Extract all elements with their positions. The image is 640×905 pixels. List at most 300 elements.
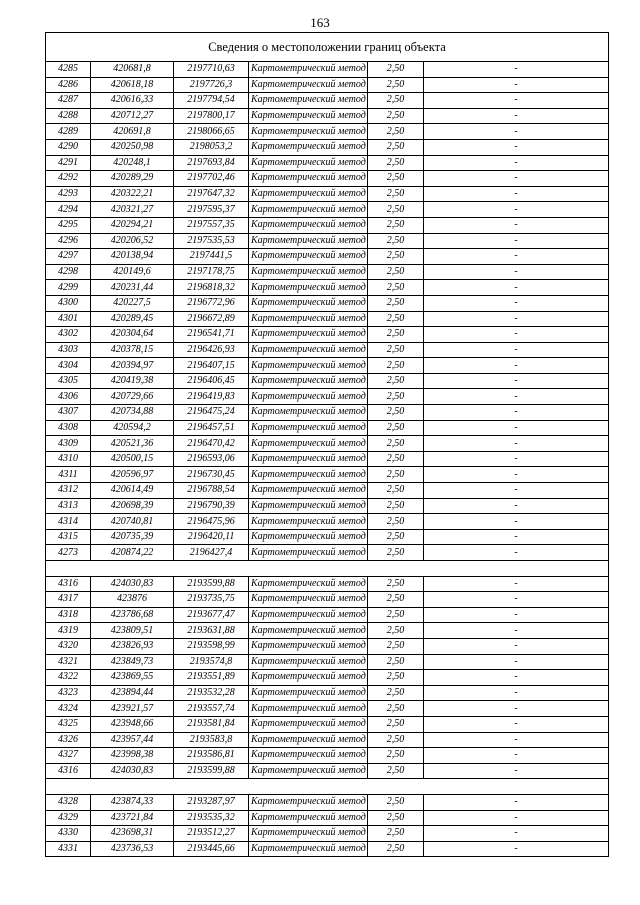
empty-cell: [46, 561, 609, 577]
point-number-cell: 4316: [46, 576, 91, 592]
point-number-cell: 4326: [46, 732, 91, 748]
table-row: [46, 514, 609, 530]
method-cell: Картометрический метод: [249, 217, 368, 233]
table-row: [46, 623, 609, 639]
y-coordinate-cell: 2196730,45: [174, 467, 249, 483]
point-number-cell: 4287: [46, 93, 91, 109]
x-coordinate-cell: 420227,5: [91, 295, 174, 311]
method-cell: Картометрический метод: [249, 592, 368, 608]
table-row: [46, 498, 609, 514]
note-cell: -: [424, 794, 609, 810]
note-cell: -: [424, 545, 609, 561]
note-cell: -: [424, 280, 609, 296]
x-coordinate-cell: 420734,88: [91, 405, 174, 421]
note-cell: -: [424, 171, 609, 187]
method-cell: Картометрический метод: [249, 77, 368, 93]
y-coordinate-cell: 2193677,47: [174, 607, 249, 623]
method-cell: Картометрический метод: [249, 202, 368, 218]
accuracy-cell: 2,50: [368, 264, 424, 280]
method-cell: Картометрический метод: [249, 467, 368, 483]
table-row: [46, 748, 609, 764]
table-row: [46, 327, 609, 343]
x-coordinate-cell: 423957,44: [91, 732, 174, 748]
point-number-cell: 4297: [46, 249, 91, 265]
y-coordinate-cell: 2193581,84: [174, 716, 249, 732]
table-row: [46, 451, 609, 467]
point-number-cell: 4318: [46, 607, 91, 623]
table-row: [46, 108, 609, 124]
method-cell: Картометрический метод: [249, 295, 368, 311]
note-cell: -: [424, 342, 609, 358]
x-coordinate-cell: 420594,2: [91, 420, 174, 436]
y-coordinate-cell: 2193287,97: [174, 794, 249, 810]
y-coordinate-cell: 2193599,88: [174, 576, 249, 592]
y-coordinate-cell: 2197647,32: [174, 186, 249, 202]
note-cell: -: [424, 826, 609, 842]
accuracy-cell: 2,50: [368, 716, 424, 732]
note-cell: -: [424, 483, 609, 499]
method-cell: Картометрический метод: [249, 732, 368, 748]
x-coordinate-cell: 420521,36: [91, 436, 174, 452]
note-cell: -: [424, 529, 609, 545]
x-coordinate-cell: 420289,29: [91, 171, 174, 187]
x-coordinate-cell: 423948,66: [91, 716, 174, 732]
table-row: [46, 826, 609, 842]
table-row: [46, 124, 609, 140]
accuracy-cell: 2,50: [368, 217, 424, 233]
y-coordinate-cell: 2196672,89: [174, 311, 249, 327]
x-coordinate-cell: 423826,93: [91, 638, 174, 654]
x-coordinate-cell: 423998,38: [91, 748, 174, 764]
method-cell: Картометрический метод: [249, 62, 368, 78]
method-cell: Картометрический метод: [249, 498, 368, 514]
page-number: 163: [310, 15, 330, 30]
method-cell: Картометрический метод: [249, 373, 368, 389]
method-cell: Картометрический метод: [249, 249, 368, 265]
accuracy-cell: 2,50: [368, 93, 424, 109]
table-row: [46, 311, 609, 327]
method-cell: Картометрический метод: [249, 358, 368, 374]
point-number-cell: 4321: [46, 654, 91, 670]
y-coordinate-cell: 2193445,66: [174, 841, 249, 857]
note-cell: -: [424, 202, 609, 218]
note-cell: -: [424, 732, 609, 748]
x-coordinate-cell: 423809,51: [91, 623, 174, 639]
accuracy-cell: 2,50: [368, 436, 424, 452]
table-row: [46, 155, 609, 171]
y-coordinate-cell: 2197178,75: [174, 264, 249, 280]
note-cell: -: [424, 841, 609, 857]
table-row: [46, 171, 609, 187]
x-coordinate-cell: 420874,22: [91, 545, 174, 561]
method-cell: Картометрический метод: [249, 124, 368, 140]
y-coordinate-cell: 2197702,46: [174, 171, 249, 187]
method-cell: Картометрический метод: [249, 826, 368, 842]
accuracy-cell: 2,50: [368, 498, 424, 514]
table-row: [46, 841, 609, 857]
point-number-cell: 4289: [46, 124, 91, 140]
point-number-cell: 4331: [46, 841, 91, 857]
accuracy-cell: 2,50: [368, 233, 424, 249]
y-coordinate-cell: 2196419,83: [174, 389, 249, 405]
table-row: [46, 794, 609, 810]
method-cell: Картометрический метод: [249, 420, 368, 436]
y-coordinate-cell: 2196475,96: [174, 514, 249, 530]
y-coordinate-cell: 2196475,24: [174, 405, 249, 421]
note-cell: -: [424, 748, 609, 764]
accuracy-cell: 2,50: [368, 623, 424, 639]
accuracy-cell: 2,50: [368, 670, 424, 686]
point-number-cell: 4285: [46, 62, 91, 78]
x-coordinate-cell: 420740,81: [91, 514, 174, 530]
table-row: [46, 670, 609, 686]
point-number-cell: 4302: [46, 327, 91, 343]
point-number-cell: 4309: [46, 436, 91, 452]
y-coordinate-cell: 2196427,4: [174, 545, 249, 561]
accuracy-cell: 2,50: [368, 373, 424, 389]
note-cell: -: [424, 498, 609, 514]
y-coordinate-cell: 2196541,71: [174, 327, 249, 343]
x-coordinate-cell: 420250,98: [91, 139, 174, 155]
y-coordinate-cell: 2196457,51: [174, 420, 249, 436]
y-coordinate-cell: 2193574,8: [174, 654, 249, 670]
method-cell: Картометрический метод: [249, 810, 368, 826]
point-number-cell: 4324: [46, 701, 91, 717]
method-cell: Картометрический метод: [249, 576, 368, 592]
note-cell: -: [424, 763, 609, 779]
point-number-cell: 4299: [46, 280, 91, 296]
table-row: [46, 654, 609, 670]
point-number-cell: 4327: [46, 748, 91, 764]
table-title: [46, 33, 609, 62]
y-coordinate-cell: 2193735,75: [174, 592, 249, 608]
x-coordinate-cell: 423849,73: [91, 654, 174, 670]
method-cell: Картометрический метод: [249, 436, 368, 452]
accuracy-cell: 2,50: [368, 171, 424, 187]
method-cell: Картометрический метод: [249, 171, 368, 187]
accuracy-cell: 2,50: [368, 576, 424, 592]
table-row: [46, 62, 609, 78]
point-number-cell: 4313: [46, 498, 91, 514]
point-number-cell: 4290: [46, 139, 91, 155]
y-coordinate-cell: 2196593,06: [174, 451, 249, 467]
y-coordinate-cell: 2193583,8: [174, 732, 249, 748]
table-row: [46, 217, 609, 233]
table-row: [46, 373, 609, 389]
note-cell: -: [424, 389, 609, 405]
point-number-cell: 4307: [46, 405, 91, 421]
note-cell: -: [424, 685, 609, 701]
empty-cell: [46, 779, 609, 795]
accuracy-cell: 2,50: [368, 654, 424, 670]
y-coordinate-cell: 2198066,65: [174, 124, 249, 140]
method-cell: Картометрический метод: [249, 654, 368, 670]
note-cell: -: [424, 311, 609, 327]
x-coordinate-cell: 420138,94: [91, 249, 174, 265]
note-cell: -: [424, 592, 609, 608]
point-number-cell: 4293: [46, 186, 91, 202]
table-row: [46, 77, 609, 93]
x-coordinate-cell: 420231,44: [91, 280, 174, 296]
y-coordinate-cell: 2193535,32: [174, 810, 249, 826]
y-coordinate-cell: 2197557,35: [174, 217, 249, 233]
x-coordinate-cell: 420322,21: [91, 186, 174, 202]
y-coordinate-cell: 2193599,88: [174, 763, 249, 779]
note-cell: -: [424, 217, 609, 233]
x-coordinate-cell: 420729,66: [91, 389, 174, 405]
point-number-cell: 4305: [46, 373, 91, 389]
x-coordinate-cell: 423721,84: [91, 810, 174, 826]
accuracy-cell: 2,50: [368, 155, 424, 171]
method-cell: Картометрический метод: [249, 794, 368, 810]
note-cell: -: [424, 108, 609, 124]
method-cell: Картометрический метод: [249, 108, 368, 124]
point-number-cell: 4320: [46, 638, 91, 654]
y-coordinate-cell: 2193512,27: [174, 826, 249, 842]
table-row: [46, 716, 609, 732]
point-number-cell: 4295: [46, 217, 91, 233]
y-coordinate-cell: 2193557,74: [174, 701, 249, 717]
method-cell: Картометрический метод: [249, 514, 368, 530]
point-number-cell: 4319: [46, 623, 91, 639]
y-coordinate-cell: 2196420,11: [174, 529, 249, 545]
x-coordinate-cell: 420691,8: [91, 124, 174, 140]
accuracy-cell: 2,50: [368, 514, 424, 530]
accuracy-cell: 2,50: [368, 607, 424, 623]
table-row: [46, 280, 609, 296]
accuracy-cell: 2,50: [368, 77, 424, 93]
accuracy-cell: 2,50: [368, 311, 424, 327]
accuracy-cell: 2,50: [368, 202, 424, 218]
table-row: [46, 701, 609, 717]
method-cell: Картометрический метод: [249, 186, 368, 202]
table-row: [46, 186, 609, 202]
point-number-cell: 4329: [46, 810, 91, 826]
point-number-cell: 4325: [46, 716, 91, 732]
table-row: [46, 405, 609, 421]
accuracy-cell: 2,50: [368, 139, 424, 155]
point-number-cell: 4273: [46, 545, 91, 561]
y-coordinate-cell: 2197800,17: [174, 108, 249, 124]
point-number-cell: 4315: [46, 529, 91, 545]
method-cell: Картометрический метод: [249, 342, 368, 358]
y-coordinate-cell: 2196406,45: [174, 373, 249, 389]
point-number-cell: 4330: [46, 826, 91, 842]
note-cell: -: [424, 436, 609, 452]
y-coordinate-cell: 2193532,28: [174, 685, 249, 701]
method-cell: Картометрический метод: [249, 701, 368, 717]
y-coordinate-cell: 2197441,5: [174, 249, 249, 265]
y-coordinate-cell: 2197693,84: [174, 155, 249, 171]
x-coordinate-cell: 423921,57: [91, 701, 174, 717]
accuracy-cell: 2,50: [368, 342, 424, 358]
x-coordinate-cell: 420294,21: [91, 217, 174, 233]
method-cell: Картометрический метод: [249, 529, 368, 545]
accuracy-cell: 2,50: [368, 685, 424, 701]
note-cell: -: [424, 405, 609, 421]
point-number-cell: 4308: [46, 420, 91, 436]
point-number-cell: 4294: [46, 202, 91, 218]
note-cell: -: [424, 716, 609, 732]
y-coordinate-cell: 2197794,54: [174, 93, 249, 109]
method-cell: Картометрический метод: [249, 233, 368, 249]
point-number-cell: 4303: [46, 342, 91, 358]
table-row: [46, 93, 609, 109]
note-cell: -: [424, 810, 609, 826]
note-cell: -: [424, 249, 609, 265]
method-cell: Картометрический метод: [249, 748, 368, 764]
table-row: [46, 295, 609, 311]
method-cell: Картометрический метод: [249, 93, 368, 109]
note-cell: -: [424, 514, 609, 530]
method-cell: Картометрический метод: [249, 607, 368, 623]
x-coordinate-cell: 423736,53: [91, 841, 174, 857]
y-coordinate-cell: 2197726,3: [174, 77, 249, 93]
point-number-cell: 4292: [46, 171, 91, 187]
accuracy-cell: 2,50: [368, 592, 424, 608]
accuracy-cell: 2,50: [368, 467, 424, 483]
table-title-row: [46, 33, 609, 62]
table-row: [46, 576, 609, 592]
table-row: [46, 529, 609, 545]
table-row: [46, 202, 609, 218]
note-cell: -: [424, 62, 609, 78]
table-row: [46, 638, 609, 654]
y-coordinate-cell: 2196818,32: [174, 280, 249, 296]
table-row: [46, 607, 609, 623]
y-coordinate-cell: 2196788,54: [174, 483, 249, 499]
note-cell: -: [424, 638, 609, 654]
x-coordinate-cell: 423698,31: [91, 826, 174, 842]
note-cell: -: [424, 124, 609, 140]
x-coordinate-cell: 420394,97: [91, 358, 174, 374]
note-cell: -: [424, 233, 609, 249]
x-coordinate-cell: 420304,64: [91, 327, 174, 343]
y-coordinate-cell: 2196407,15: [174, 358, 249, 374]
note-cell: -: [424, 186, 609, 202]
table-row: [46, 810, 609, 826]
method-cell: Картометрический метод: [249, 841, 368, 857]
point-number-cell: 4311: [46, 467, 91, 483]
point-number-cell: 4301: [46, 311, 91, 327]
x-coordinate-cell: 420149,6: [91, 264, 174, 280]
accuracy-cell: 2,50: [368, 483, 424, 499]
accuracy-cell: 2,50: [368, 701, 424, 717]
y-coordinate-cell: 2197595,37: [174, 202, 249, 218]
x-coordinate-cell: 423869,55: [91, 670, 174, 686]
note-cell: -: [424, 670, 609, 686]
y-coordinate-cell: 2196470,42: [174, 436, 249, 452]
note-cell: -: [424, 607, 609, 623]
point-number-cell: 4314: [46, 514, 91, 530]
accuracy-cell: 2,50: [368, 295, 424, 311]
method-cell: Картометрический метод: [249, 685, 368, 701]
accuracy-cell: 2,50: [368, 420, 424, 436]
accuracy-cell: 2,50: [368, 186, 424, 202]
table-row: [46, 420, 609, 436]
table-row: [46, 592, 609, 608]
y-coordinate-cell: 2196790,39: [174, 498, 249, 514]
note-cell: -: [424, 139, 609, 155]
method-cell: Картометрический метод: [249, 264, 368, 280]
point-number-cell: 4328: [46, 794, 91, 810]
accuracy-cell: 2,50: [368, 451, 424, 467]
point-number-cell: 4322: [46, 670, 91, 686]
table-title-text: Сведения о местоположении границ объекта: [208, 40, 446, 54]
y-coordinate-cell: 2193598,99: [174, 638, 249, 654]
point-number-cell: 4291: [46, 155, 91, 171]
accuracy-cell: 2,50: [368, 732, 424, 748]
note-cell: -: [424, 295, 609, 311]
point-number-cell: 4317: [46, 592, 91, 608]
point-number-cell: 4286: [46, 77, 91, 93]
accuracy-cell: 2,50: [368, 62, 424, 78]
y-coordinate-cell: 2198053,2: [174, 139, 249, 155]
accuracy-cell: 2,50: [368, 405, 424, 421]
accuracy-cell: 2,50: [368, 389, 424, 405]
method-cell: Картометрический метод: [249, 451, 368, 467]
x-coordinate-cell: 420206,52: [91, 233, 174, 249]
y-coordinate-cell: 2197535,53: [174, 233, 249, 249]
accuracy-cell: 2,50: [368, 545, 424, 561]
accuracy-cell: 2,50: [368, 280, 424, 296]
note-cell: -: [424, 155, 609, 171]
x-coordinate-cell: 420248,1: [91, 155, 174, 171]
accuracy-cell: 2,50: [368, 748, 424, 764]
x-coordinate-cell: 420321,27: [91, 202, 174, 218]
accuracy-cell: 2,50: [368, 249, 424, 265]
method-cell: Картометрический метод: [249, 638, 368, 654]
accuracy-cell: 2,50: [368, 108, 424, 124]
y-coordinate-cell: 2193631,88: [174, 623, 249, 639]
note-cell: -: [424, 264, 609, 280]
point-number-cell: 4306: [46, 389, 91, 405]
point-number-cell: 4298: [46, 264, 91, 280]
table-row: [46, 342, 609, 358]
method-cell: Картометрический метод: [249, 389, 368, 405]
note-cell: -: [424, 451, 609, 467]
y-coordinate-cell: 2196426,93: [174, 342, 249, 358]
method-cell: Картометрический метод: [249, 670, 368, 686]
x-coordinate-cell: 420735,39: [91, 529, 174, 545]
x-coordinate-cell: 420698,39: [91, 498, 174, 514]
point-number-cell: 4312: [46, 483, 91, 499]
note-cell: -: [424, 420, 609, 436]
accuracy-cell: 2,50: [368, 763, 424, 779]
table-row: [46, 389, 609, 405]
table-row: [46, 763, 609, 779]
x-coordinate-cell: 420681,8: [91, 62, 174, 78]
point-number-cell: 4323: [46, 685, 91, 701]
point-number-cell: 4288: [46, 108, 91, 124]
point-number-cell: 4310: [46, 451, 91, 467]
note-cell: -: [424, 623, 609, 639]
y-coordinate-cell: 2196772,96: [174, 295, 249, 311]
table-row: [46, 467, 609, 483]
method-cell: Картометрический метод: [249, 763, 368, 779]
table-row: [46, 233, 609, 249]
method-cell: Картометрический метод: [249, 311, 368, 327]
x-coordinate-cell: 423894,44: [91, 685, 174, 701]
x-coordinate-cell: 420614,49: [91, 483, 174, 499]
method-cell: Картометрический метод: [249, 623, 368, 639]
note-cell: -: [424, 358, 609, 374]
x-coordinate-cell: 420712,27: [91, 108, 174, 124]
accuracy-cell: 2,50: [368, 358, 424, 374]
note-cell: -: [424, 576, 609, 592]
table-row: [46, 483, 609, 499]
method-cell: Картометрический метод: [249, 405, 368, 421]
